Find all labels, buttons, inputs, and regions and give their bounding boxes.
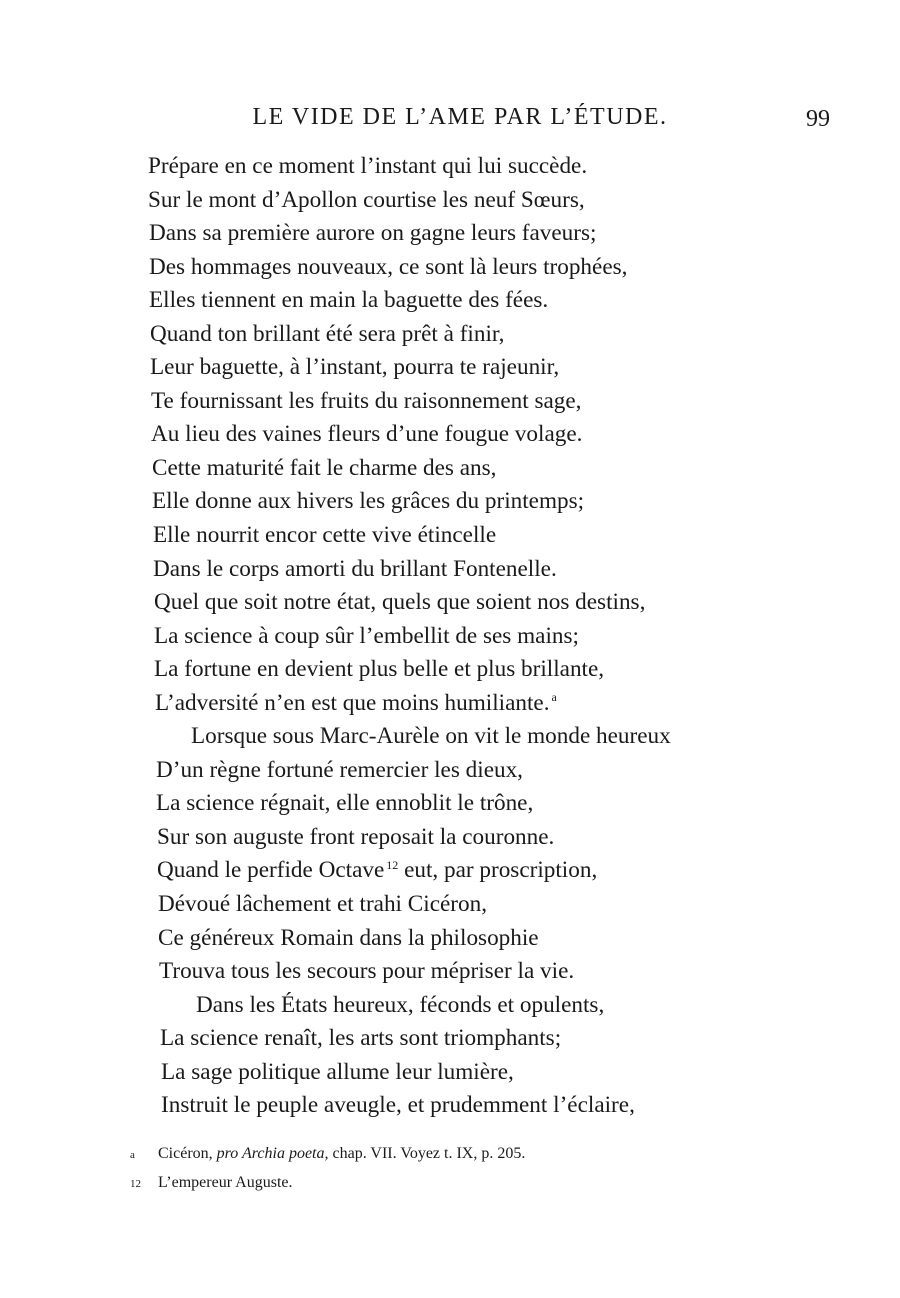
verse-line	[159, 955, 788, 989]
verse-line	[155, 687, 788, 721]
verse-line	[156, 787, 788, 821]
running-title: LE VIDE DE L’AME PAR L’ÉTUDE.	[252, 104, 668, 130]
verse-line	[154, 620, 788, 654]
verse-line	[148, 184, 788, 218]
verse-text: Quand le perfide Octave	[157, 857, 385, 884]
verse-text: La science à coup sûr l’embellit de ses mains;	[154, 622, 579, 649]
verse-text: Dans les États heureux, féconds et opulents,	[196, 991, 605, 1018]
verse-text: La science renaît, les arts sont triomphants;	[160, 1025, 562, 1052]
verse-text: Te fournissant les fruits du raisonnement sage,	[151, 387, 582, 414]
footnotes	[130, 1140, 830, 1198]
verse-line	[149, 217, 788, 251]
page-number: 99	[806, 106, 830, 132]
verse-text-continued: eut, par proscription,	[398, 857, 598, 884]
verse-text: La fortune en devient plus belle et plus brillante,	[154, 656, 605, 683]
verse-text: Elles tiennent en main la baguette des fées.	[149, 287, 549, 314]
footnote-work-title: pro Archia poeta,	[216, 1145, 329, 1162]
verse-text: Cette maturité fait le charme des ans,	[152, 454, 497, 481]
running-head	[150, 104, 830, 138]
verse-line	[151, 385, 788, 419]
verse-line	[151, 418, 788, 452]
verse-line	[157, 821, 788, 855]
verse-text: Dévoué lâchement et trahi Cicéron,	[158, 891, 487, 918]
verse-text: La science régnait, elle ennoblit le trône,	[156, 790, 534, 817]
verse-text: Leur baguette, à l’instant, pourra te rajeunir,	[150, 354, 560, 381]
verse-line	[153, 553, 788, 587]
verse-line	[154, 653, 788, 687]
footnote	[130, 1140, 830, 1169]
verse-text: Quand ton brillant été sera prêt à finir,	[150, 320, 505, 347]
footnote-mark: a	[130, 1149, 135, 1161]
verse-line	[156, 754, 788, 788]
footnote-mark: 12	[130, 1178, 141, 1190]
verse-line	[149, 251, 788, 285]
verse-line	[161, 1056, 788, 1090]
verse-line	[160, 989, 788, 1023]
verse-line	[158, 888, 788, 922]
verse-text: Sur le mont d’Apollon courtise les neuf Sœurs,	[148, 186, 585, 213]
verse-line	[155, 720, 788, 754]
footnote-reference: 12	[386, 857, 399, 872]
verse-text: Au lieu des vaines fleurs d’une fougue volage.	[151, 421, 583, 448]
verse-line	[158, 922, 788, 956]
verse-line	[152, 485, 788, 519]
verse-text: Sur son auguste front reposait la couronne.	[157, 823, 555, 850]
verse-line	[150, 318, 788, 352]
verse-text: Trouva tous les secours pour mépriser la vie.	[159, 958, 575, 985]
verse-text: Instruit le peuple aveugle, et prudemment l’éclaire,	[161, 1092, 635, 1119]
verse-text: Lorsque sous Marc-Aurèle on vit le monde heureux	[191, 723, 671, 750]
footnote-citation: chap. VII. Voyez t. IX, p. 205.	[328, 1145, 526, 1162]
verse-text: Dans sa première aurore on gagne leurs faveurs;	[149, 220, 597, 247]
verse-text: Prépare en ce moment l’instant qui lui succède.	[148, 153, 588, 179]
verse-line	[148, 150, 788, 184]
verse-text: D’un règne fortuné remercier les dieux,	[156, 756, 523, 783]
verse-text: Des hommages nouveaux, ce sont là leurs trophées,	[149, 253, 628, 280]
verse-line	[161, 1089, 788, 1123]
verse-text: L’adversité n’en est que moins humiliante.	[155, 689, 550, 716]
verse-line	[160, 1022, 788, 1056]
verse-text: Elle nourrit encor cette vive étincelle	[153, 522, 497, 549]
footnote-text: Cicéron,	[158, 1145, 217, 1162]
footnote-reference: a	[551, 690, 557, 705]
poem-verse	[148, 150, 788, 1123]
verse-line	[157, 854, 788, 888]
footnote-text: L’empereur Auguste.	[158, 1174, 293, 1191]
verse-text: Quel que soit notre état, quels que soient nos destins,	[154, 589, 646, 616]
verse-line	[154, 586, 788, 620]
footnote	[130, 1169, 830, 1198]
verse-line	[152, 452, 788, 486]
verse-text: La sage politique allume leur lumière,	[161, 1058, 514, 1085]
verse-line	[150, 351, 788, 385]
verse-text: Dans le corps amorti du brillant Fontenelle.	[153, 555, 557, 582]
verse-text: Elle donne aux hivers les grâces du printemps;	[152, 488, 585, 515]
verse-text: Ce généreux Romain dans la philosophie	[158, 924, 539, 951]
verse-line	[153, 519, 788, 553]
verse-line	[149, 284, 788, 318]
